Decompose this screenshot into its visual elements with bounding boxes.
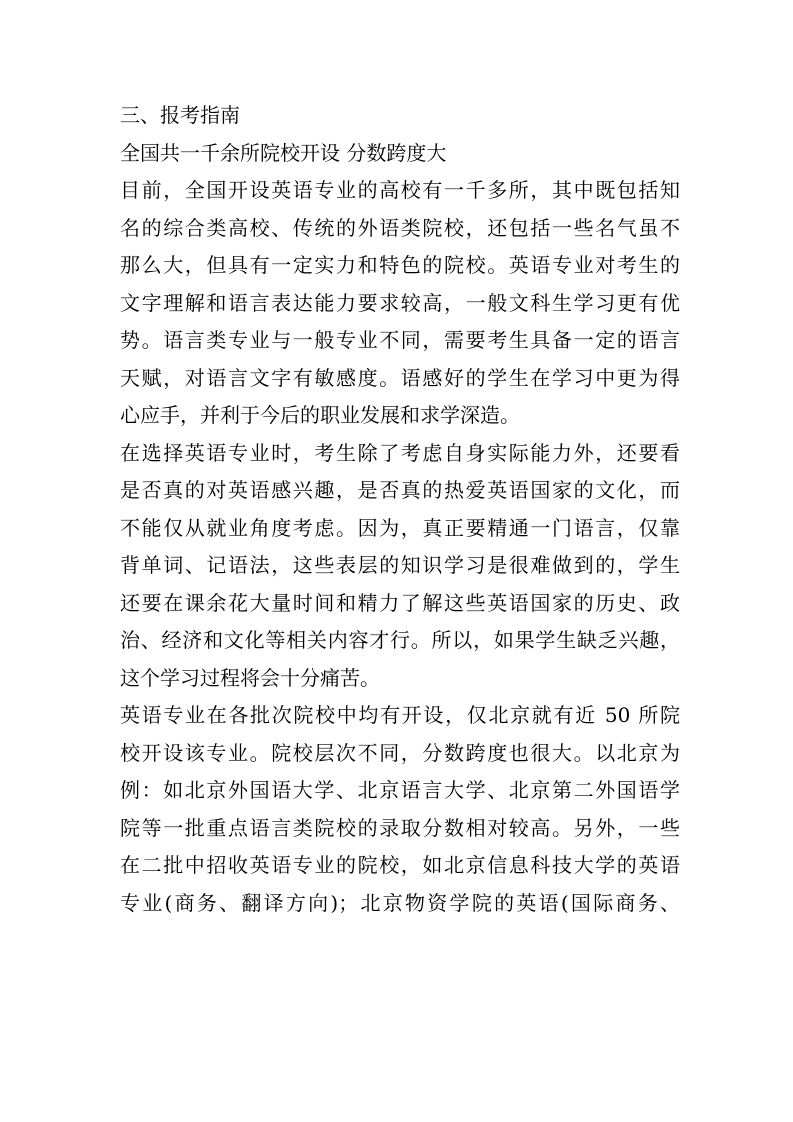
paragraph-1-line: 势。语言类专业与一般专业不同，需要考生具备一定的语言: [120, 328, 680, 352]
paragraph-2-line: 这个学习过程将会十分痛苦。: [120, 665, 380, 690]
paragraph-3-line: 院等一批重点语言类院校的录取分数相对较高。另外，一些: [120, 815, 680, 840]
paragraph-3-line: 英语专业在各批次院校中均有开设，仅北京就有近 50 所院: [120, 703, 680, 727]
paragraph-3-line: 例：如北京外国语大学、北京语言大学、北京第二外国语学: [120, 778, 680, 802]
subheading: 全国共一千余所院校开设 分数跨度大: [120, 140, 447, 165]
paragraph-3-line: 专业(商务、翻译方向)；北京物资学院的英语(国际商务、: [120, 890, 680, 915]
paragraph-1-line: 天赋，对语言文字有敏感度。语感好的学生在学习中更为得: [120, 365, 680, 390]
paragraph-3-line: 校开设该专业。院校层次不同，分数跨度也很大。以北京为: [120, 740, 680, 765]
paragraph-1-line: 目前，全国开设英语专业的高校有一千多所，其中既包括知: [120, 178, 680, 202]
paragraph-1-line: 心应手，并利于今后的职业发展和求学深造。: [120, 403, 520, 427]
paragraph-2-line: 在选择英语专业时，考生除了考虑自身实际能力外，还要看: [120, 440, 680, 465]
paragraph-2-line: 治、经济和文化等相关内容才行。所以，如果学生缺乏兴趣，: [120, 628, 680, 652]
paragraph-2-line: 不能仅从就业角度考虑。因为，真正要精通一门语言，仅靠: [120, 515, 680, 540]
paragraph-2-line: 还要在课余花大量时间和精力了解这些英语国家的历史、政: [120, 590, 680, 615]
paragraph-3-line: 在二批中招收英语专业的院校，如北京信息科技大学的英语: [120, 853, 680, 877]
paragraph-2-line: 背单词、记语法，这些表层的知识学习是很难做到的，学生: [120, 553, 680, 577]
paragraph-1-line: 名的综合类高校、传统的外语类院校，还包括一些名气虽不: [120, 215, 680, 240]
paragraph-1-line: 那么大，但具有一定实力和特色的院校。英语专业对考生的: [120, 253, 680, 277]
paragraph-1-line: 文字理解和语言表达能力要求较高，一般文科生学习更有优: [120, 290, 680, 315]
section-heading: 三、报考指南: [120, 103, 240, 127]
paragraph-2-line: 是否真的对英语感兴趣，是否真的热爱英语国家的文化，而: [120, 478, 680, 502]
document-body: [120, 97, 680, 922]
